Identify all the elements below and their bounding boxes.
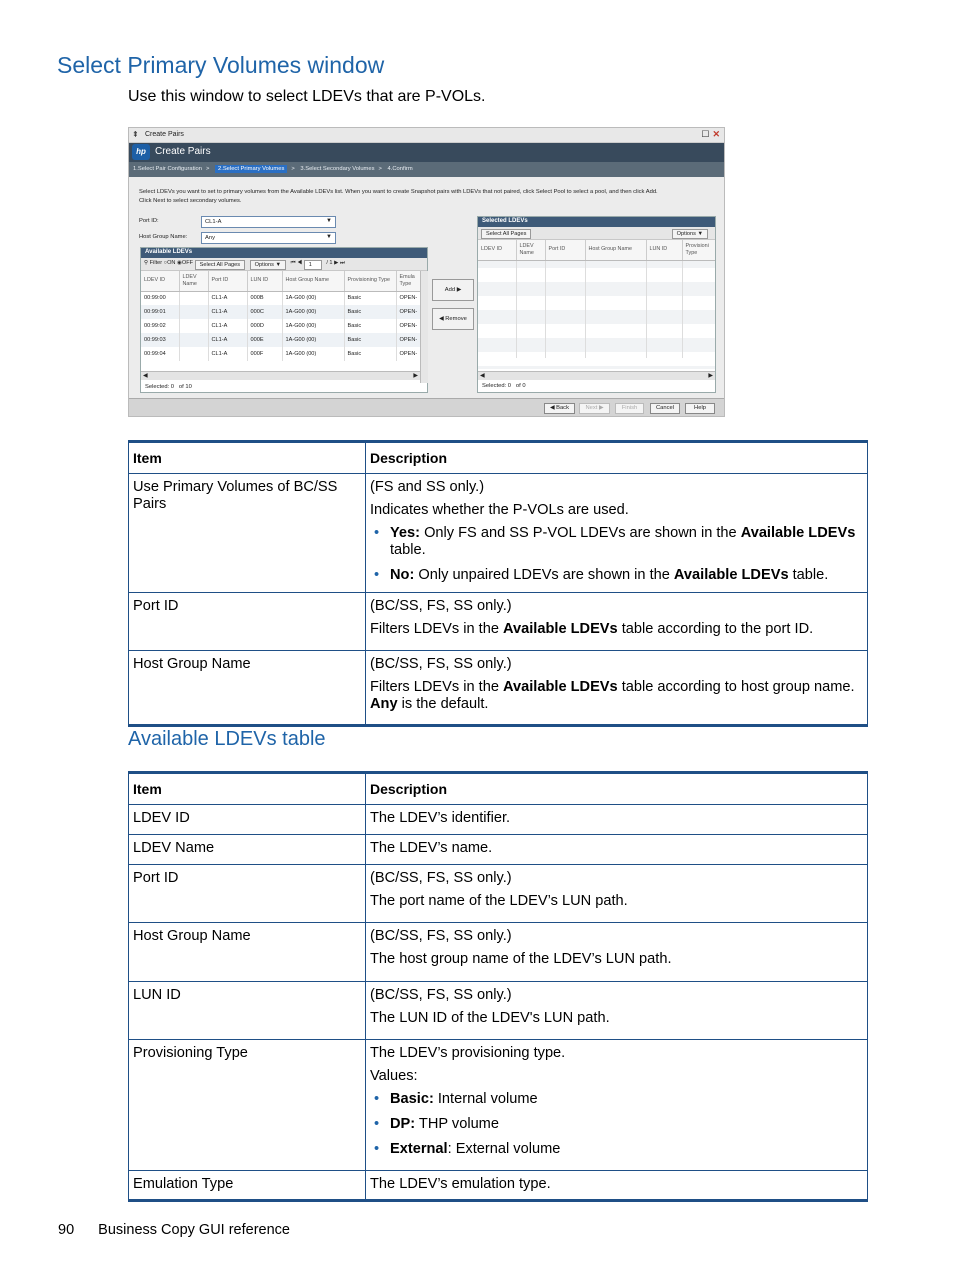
table-row: Port ID (BC/SS, FS, SS only.) Filters LDEVs in the Available LDEVs table according to the port ID. — [129, 593, 868, 651]
col-ldev-id[interactable]: LDEV ID — [141, 271, 179, 291]
table-row: Use Primary Volumes of BC/SS Pairs (FS and SS only.) Indicates whether the P-VOLs are used. • Yes: Only FS and SS P-VOL LDEVs are shown in the Available LDEVs table. • No: Only unpaired LDEVs are shown in the Available LDEVs table. — [129, 474, 868, 593]
section-heading: Available LDEVs table — [128, 728, 326, 750]
collapse-icon[interactable]: ⇞ — [132, 130, 139, 139]
wizard-steps: 1.Select Pair Configuration > 2.Select Primary Volumes > 3.Select Secondary Volumes > 4.Confirm — [129, 162, 724, 177]
filter-on-radio[interactable]: ○ — [163, 260, 168, 266]
available-toolbar: ⚲ Filter ○ON ◉OFF Select All Pages Options ▼ ⏮ ◀ 1 / 1 ▶ ⏭ — [141, 258, 427, 271]
options-button[interactable]: Options ▼ — [250, 260, 286, 270]
list-item: • External: External volume — [390, 1141, 863, 1158]
col-lun-id[interactable]: LUN ID — [247, 271, 282, 291]
col-emulation[interactable]: Emula Type — [396, 271, 420, 291]
table-row: LUN ID (BC/SS, FS, SS only.) The LUN ID of the LDEV's LUN path. — [129, 982, 868, 1040]
table-row: Emulation Type The LDEV’s emulation type. — [129, 1171, 868, 1201]
table-row: Provisioning Type The LDEV’s provisioning type. Values: • Basic: Internal volume • DP: THP volume • External: External volume — [129, 1040, 868, 1171]
selected-toolbar — [478, 227, 715, 240]
maximize-icon[interactable]: ☐ — [701, 129, 710, 139]
scroll-right-icon[interactable]: ▶ — [708, 373, 713, 379]
last-page-icon[interactable]: ⏭ — [340, 260, 346, 266]
prev-page-icon[interactable]: ◀ — [297, 260, 303, 266]
close-icon[interactable]: ✕ — [712, 129, 720, 139]
filter-off-radio[interactable]: ◉ — [177, 260, 182, 266]
remove-button[interactable]: ◀ Remove — [432, 308, 474, 330]
table-row: LDEV Name The LDEV’s name. — [129, 835, 868, 865]
selected-options-button[interactable]: Options ▼ — [672, 229, 708, 239]
footer-section: Business Copy GUI reference — [98, 1222, 290, 1238]
dialog-description: Select LDEVs you want to set to primary volumes from the Available LDEVs list. When you want to create Snapshot pairs with LDEVs that not paired, click Select Pool to select a pool, and then click Add. Click Next to select secondary volumes. — [139, 189, 658, 204]
first-page-icon[interactable]: ⏮ — [290, 260, 296, 266]
col-ldev-id[interactable]: LDEV ID — [478, 240, 516, 260]
header-description: Description — [366, 773, 868, 805]
finish-button[interactable]: Finish — [615, 403, 644, 414]
table-row[interactable]: 00:99:02 CL1-A 000D 1A-G00 (00) Basic OPEN- — [141, 319, 420, 333]
header-item: Item — [129, 773, 366, 805]
table-row: Host Group Name (BC/SS, FS, SS only.) Filters LDEVs in the Available LDEVs table according to host group name. Any is the default. — [129, 651, 868, 726]
scroll-left-icon[interactable]: ◀ — [480, 373, 485, 379]
dialog-header-title: Create Pairs — [155, 146, 211, 157]
col-ldev-name[interactable]: LDEV Name — [179, 271, 208, 291]
page-number: 90 — [58, 1222, 75, 1238]
next-page-icon[interactable]: ▶ — [334, 260, 339, 266]
selected-horizontal-scrollbar[interactable] — [478, 371, 715, 380]
port-id-select[interactable]: CL1-A ▼ — [201, 216, 336, 228]
help-button[interactable]: Help — [685, 403, 715, 414]
intro-text: Use this window to select LDEVs that are P-VOLs. — [128, 88, 486, 105]
available-vertical-scrollbar[interactable] — [420, 271, 428, 383]
selected-selected-count: Selected: 0 of 0 — [482, 383, 526, 389]
available-ldevs-description-table — [128, 771, 868, 1202]
next-button[interactable]: Next ▶ — [579, 403, 610, 414]
table-row[interactable]: 00:99:01 CL1-A 000C 1A-G00 (00) Basic OPEN- — [141, 305, 420, 319]
list-item: • Yes: Only FS and SS P-VOL LDEVs are shown in the Available LDEVs table. — [390, 525, 863, 559]
table-row: Host Group Name (BC/SS, FS, SS only.) The host group name of the LDEV’s LUN path. — [129, 923, 868, 982]
add-button[interactable]: Add ▶ — [432, 279, 474, 301]
chevron-down-icon: ▼ — [326, 234, 332, 240]
table-row: LDEV ID The LDEV’s identifier. — [129, 805, 868, 835]
dialog-header — [129, 143, 724, 162]
col-lun-id[interactable]: LUN ID — [646, 240, 682, 260]
page-input[interactable]: 1 — [304, 260, 322, 270]
available-ldevs-panel — [140, 247, 428, 393]
col-provisioning[interactable]: Provisioning Type — [344, 271, 396, 291]
available-horizontal-scrollbar[interactable] — [141, 371, 420, 380]
scroll-left-icon[interactable]: ◀ — [143, 373, 148, 379]
dialog-footer — [129, 398, 724, 417]
step-2[interactable]: 2.Select Primary Volumes — [215, 165, 287, 173]
available-ldevs-title: Available LDEVs — [141, 248, 427, 258]
back-button[interactable]: ◀ Back — [544, 403, 575, 414]
chevron-down-icon: ▼ — [326, 218, 332, 224]
host-group-label: Host Group Name: — [139, 234, 188, 240]
table-row[interactable]: 00:99:00 CL1-A 000B 1A-G00 (00) Basic OPEN- — [141, 291, 420, 305]
selected-select-all-button[interactable]: Select All Pages — [481, 229, 531, 239]
col-host-group[interactable]: Host Group Name — [282, 271, 344, 291]
selected-ldevs-panel — [477, 216, 716, 393]
filter-icon[interactable]: ⚲ — [144, 260, 149, 266]
window-title: Create Pairs — [145, 131, 184, 138]
host-group-select[interactable]: Any ▼ — [201, 232, 336, 244]
list-item: • DP: THP volume — [390, 1116, 863, 1133]
step-4[interactable]: 4.Confirm — [387, 166, 413, 172]
selected-ldevs-title: Selected LDEVs — [478, 217, 715, 227]
table-row: Port ID (BC/SS, FS, SS only.) The port name of the LDEV’s LUN path. — [129, 865, 868, 923]
step-3[interactable]: 3.Select Secondary Volumes — [300, 166, 375, 172]
create-pairs-screenshot — [128, 127, 725, 417]
table-row[interactable]: 00:99:04 CL1-A 000F 1A-G00 (00) Basic OPEN- — [141, 347, 420, 361]
list-item: • No: Only unpaired LDEVs are shown in the Available LDEVs table. — [390, 567, 863, 584]
col-provisioning[interactable]: Provisioni Type — [682, 240, 715, 260]
options-table — [128, 440, 868, 727]
list-item: • Basic: Internal volume — [390, 1091, 863, 1108]
col-host-group[interactable]: Host Group Name — [585, 240, 646, 260]
table-row[interactable]: 00:99:03 CL1-A 000E 1A-G00 (00) Basic OPEN- — [141, 333, 420, 347]
available-ldevs-grid — [141, 271, 420, 361]
select-all-pages-button[interactable]: Select All Pages — [195, 260, 245, 270]
selected-ldevs-grid — [478, 240, 715, 358]
available-selected-count: Selected: 0 of 10 — [145, 384, 192, 390]
step-1[interactable]: 1.Select Pair Configuration — [133, 166, 202, 172]
scroll-right-icon[interactable]: ▶ — [413, 373, 418, 379]
page-heading: Select Primary Volumes window — [57, 52, 385, 78]
col-port-id[interactable]: Port ID — [208, 271, 247, 291]
window-titlebar — [129, 128, 724, 143]
port-id-label: Port ID: — [139, 218, 159, 224]
header-description: Description — [366, 442, 868, 474]
page-footer — [58, 1222, 290, 1238]
header-item: Item — [129, 442, 366, 474]
col-ldev-name[interactable]: LDEV Name — [516, 240, 545, 260]
cancel-button[interactable]: Cancel — [650, 403, 680, 414]
col-port-id[interactable]: Port ID — [545, 240, 585, 260]
hp-logo: hp — [132, 144, 150, 160]
